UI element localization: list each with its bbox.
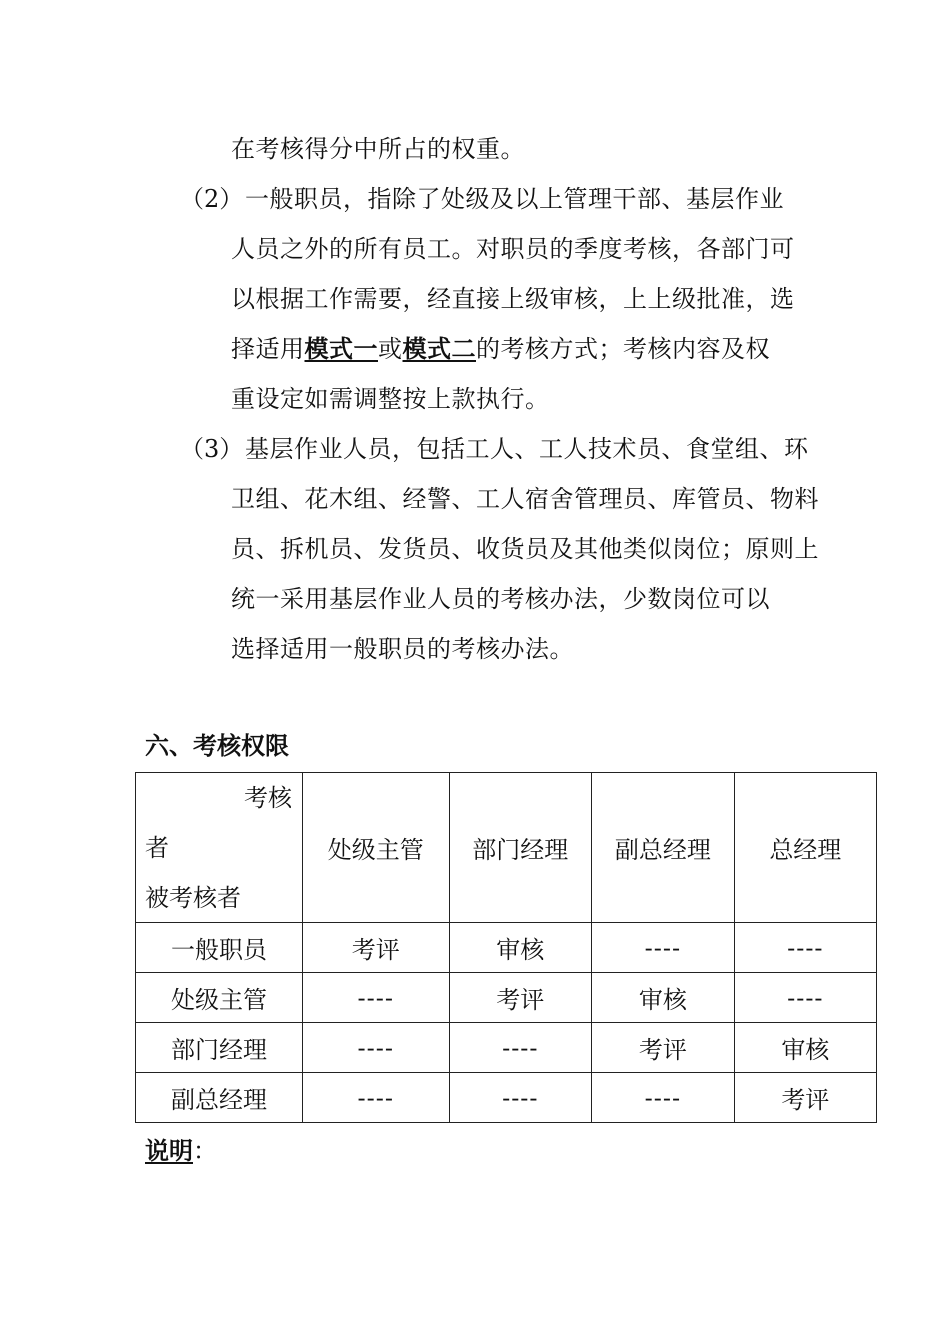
table-cell: 考评 [449,973,592,1023]
corner-evaluator-label-cont: 者 [145,834,169,862]
mode-two-link: 模式二 [402,334,476,363]
item-2-line-4-c: 或 [378,335,403,363]
table-cell: ---- [303,1073,450,1123]
table-cell: 考评 [592,1023,735,1073]
row-label: 处级主管 [136,973,303,1023]
item-3-line-4: 统一采用基层作业人员的考核办法，少数岗位可以 [231,585,770,613]
table-row [136,1023,877,1073]
table-cell: ---- [303,973,450,1023]
authority-table [135,772,877,1123]
item-2-line-4-a: 择适用 [231,335,305,363]
item-3-line-5: 选择适用一般职员的考核办法。 [231,635,574,663]
table-cell: ---- [449,1023,592,1073]
table-corner-cell [136,773,303,923]
table-cell: ---- [734,923,876,973]
column-header: 副总经理 [592,773,735,923]
item-2-line-5: 重设定如需调整按上款执行。 [231,385,550,413]
item-2-line-3: 以根据工作需要，经直接上级审核，上上级批准，选 [231,285,795,313]
table-header-row [136,773,877,923]
table-row [136,1073,877,1123]
item-3-number: （3） [180,435,244,463]
column-header: 处级主管 [303,773,450,923]
table-cell: ---- [734,973,876,1023]
table-cell: 审核 [592,973,735,1023]
item-2-line-1: 一般职员，指除了处级及以上管理干部、基层作业 [245,185,784,213]
item-2-number: （2） [180,185,244,213]
table-cell: ---- [592,923,735,973]
item-3-line-3: 员、拆机员、发货员、收货员及其他类似岗位；原则上 [231,535,819,563]
table-row [136,923,877,973]
item-3-line-1: 基层作业人员，包括工人、工人技术员、食堂组、环 [245,435,809,463]
note-colon: ： [193,1137,217,1165]
table-cell: 考评 [303,923,450,973]
row-label: 部门经理 [136,1023,303,1073]
row-label: 副总经理 [136,1073,303,1123]
column-header: 总经理 [734,773,876,923]
item-2-line-2: 人员之外的所有员工。对职员的季度考核，各部门可 [231,235,795,263]
section-heading: 六、考核权限 [145,731,289,760]
item-2-line-4-e: 的考核方式；考核内容及权 [476,335,770,363]
table-cell: ---- [449,1073,592,1123]
corner-evaluatee-label: 被考核者 [145,884,241,912]
note-label [145,1136,217,1166]
corner-evaluator-label: 考核 [244,784,292,812]
item-3-line-2: 卫组、花木组、经警、工人宿舍管理员、库管员、物料 [231,485,819,513]
mode-one-link: 模式一 [304,334,378,363]
item-2-line-4 [231,334,770,364]
note-label-text: 说明 [145,1136,193,1165]
table-cell: ---- [303,1023,450,1073]
table-cell: ---- [592,1073,735,1123]
table-cell: 审核 [449,923,592,973]
paragraph-continuation: 在考核得分中所占的权重。 [231,135,525,163]
column-header: 部门经理 [449,773,592,923]
table-row [136,973,877,1023]
table-cell: 考评 [734,1073,876,1123]
table-cell: 审核 [734,1023,876,1073]
row-label: 一般职员 [136,923,303,973]
